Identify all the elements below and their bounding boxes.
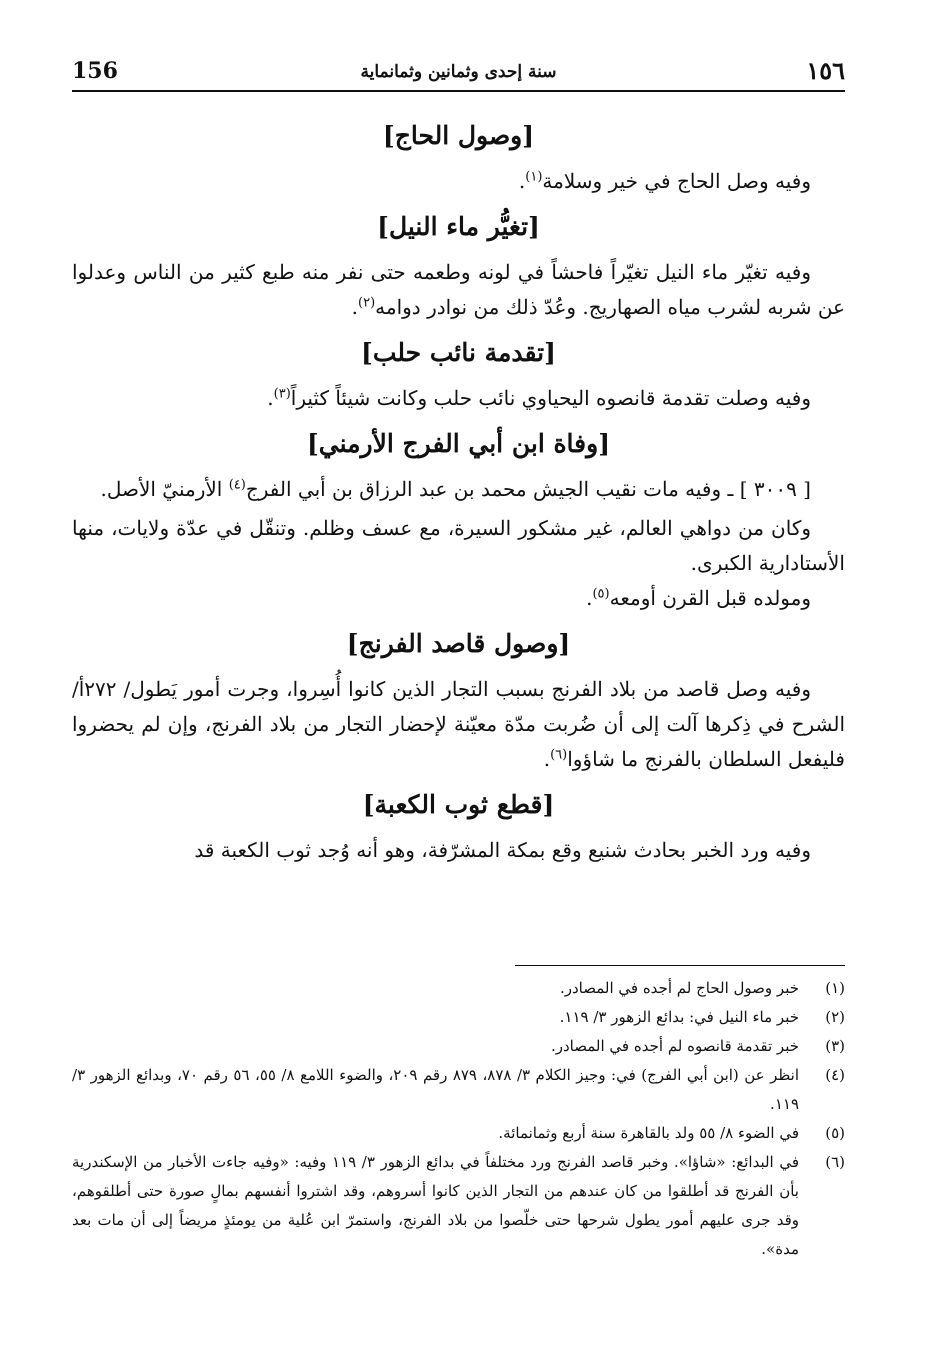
paragraph (72, 381, 845, 416)
footnote-text: خبر وصول الحاج لم أجده في المصادر. (559, 979, 799, 997)
paragraph-end: . (518, 169, 526, 193)
paragraph-text: [ ٣٠٠٩ ] ـ وفيه مات نقيب الجيش محمد بن عبد الرزاق بن أبي الفرج (245, 477, 811, 501)
footnote-ref: (٢) (358, 295, 376, 311)
paragraph-end: . (543, 747, 551, 771)
paragraph (72, 581, 845, 616)
footnote-text: في البدائع: «شاؤا». وخبر قاصد الفرنج ورد مختلفاً في بدائع الزهور ٣/ ١١٩ وفيه: «وفيه جاءت الأخبار من الإسكندرية بأن الفرنج قد أطلقوا من كان عندهم من التجار الذين كانوا أسروهم، وقد اشتروا أنفسهم بمالٍ صورة حتى أطلقوهم، وقد جرى عليهم أمور يطول شرحها حتى خلّصوا من بلاد الفرنج، واستمرّ ابن عُلية من يومئذٍ مريضاً إلى أن مات بعد مدة». (72, 1153, 799, 1258)
footnote (72, 1061, 845, 1119)
footnote-number: (٢) (825, 1008, 845, 1026)
footnote-ref: (٦) (550, 747, 568, 763)
footnote-text: خبر ماء النيل في: بدائع الزهور ٣/ ١١٩. (559, 1008, 799, 1026)
paragraph (72, 672, 845, 777)
section-heading: [قطع ثوب الكعبة] (362, 790, 555, 819)
paragraph (72, 164, 845, 199)
footnote (72, 1032, 845, 1061)
section-heading: [وصول قاصد الفرنج] (346, 629, 571, 658)
paragraph-text: وفيه وصل قاصد من بلاد الفرنج بسبب التجار الذين كانوا أُسِروا، وجرت أمور يَطول/ ٢٧٢أ/ الشرح في ذِكرها آلت إلى أن ضُربت مدّة معيّنة لإحضار التجار من بلاد الفرنج، وإن لم يحضروا فليفعل السلطان بالفرنج ما شاؤوا (72, 677, 845, 771)
footnote-number: (٤) (825, 1066, 845, 1084)
footnote-number: (٥) (825, 1124, 845, 1142)
footnote (72, 1003, 845, 1032)
main-text (72, 108, 845, 872)
paragraph-end: . (267, 386, 274, 410)
section-heading: [تقدمة نائب حلب] (361, 338, 556, 367)
footnote-divider (515, 965, 845, 966)
paragraph (72, 255, 845, 325)
footnote-number: (٣) (825, 1037, 845, 1055)
footnote-ref: (٥) (592, 586, 610, 602)
running-title: سنة إحدى وثمانين وثمانماية (360, 62, 557, 82)
footnote-text: خبر تقدمة قانصوه لم أجده في المصادر. (550, 1037, 799, 1055)
section-heading: [وفاة ابن أبي الفرج الأرمني] (306, 429, 611, 458)
footnote (72, 974, 845, 1003)
paragraph-text: وكان من دواهي العالم، غير مشكور السيرة، مع عسف وظلم. وتنقّل في عدّة ولايات، منها الأستادارية الكبرى. (72, 516, 845, 575)
paragraph (72, 833, 845, 868)
footnote (72, 1119, 845, 1148)
paragraph-text: وفيه وصل الحاج في خير وسلامة (542, 169, 811, 193)
paragraph-end: الأرمنيّ الأصل. (100, 477, 229, 501)
footnote-ref: (١) (525, 169, 543, 185)
footnote-text: انظر عن (ابن أبي الفرج) في: وجيز الكلام ٣/ ٨٧٨، ٨٧٩ رقم ٢٠٩، والضوء اللامع ٨/ ٥٥، ٥٦ رقم ٧٠، وبدائع الزهور ٣/ ١١٩. (72, 1066, 800, 1113)
footnote (72, 1148, 845, 1264)
footnote-ref: (٤) (228, 477, 246, 493)
paragraph-end: . (351, 295, 359, 319)
paragraph-text: ومولده قبل القرن أومعه (609, 586, 811, 610)
footnote-text: في الضوء ٨/ ٥٥ ولد بالقاهرة سنة أربع وثمانمائة. (498, 1124, 799, 1142)
footnote-number: (١) (825, 979, 845, 997)
paragraph (72, 511, 845, 581)
paragraph-text: وفيه وصلت تقدمة قانصوه اليحياوي نائب حلب وكانت شيئاً كثيراً (290, 386, 811, 410)
paragraph-text: وفيه ورد الخبر بحادث شنيع وقع بمكة المشرّفة، وهو أنه وُجد ثوب الكعبة قد (194, 838, 811, 862)
page-number-arabic: ١٥٦ (806, 56, 845, 85)
section-heading: [تغيُّر ماء النيل] (377, 212, 540, 241)
paragraph-end: . (586, 586, 593, 610)
footnote-number: (٦) (825, 1153, 845, 1171)
page-number-latin: 156 (72, 58, 118, 84)
paragraph-text: وفيه تغيّر ماء النيل تغيّراً فاحشاً في لونه وطعمه حتى نفر منه طبع كثير من الناس وعدلوا عن شربه لشرب مياه الصهاريج. وعُدّ ذلك من نوادر دوامه (72, 260, 845, 319)
paragraph (72, 472, 845, 507)
section-heading: [وصول الحاج] (382, 121, 535, 150)
running-header (72, 56, 845, 92)
footnote-ref: (٣) (273, 386, 291, 402)
footnotes (72, 965, 845, 1264)
